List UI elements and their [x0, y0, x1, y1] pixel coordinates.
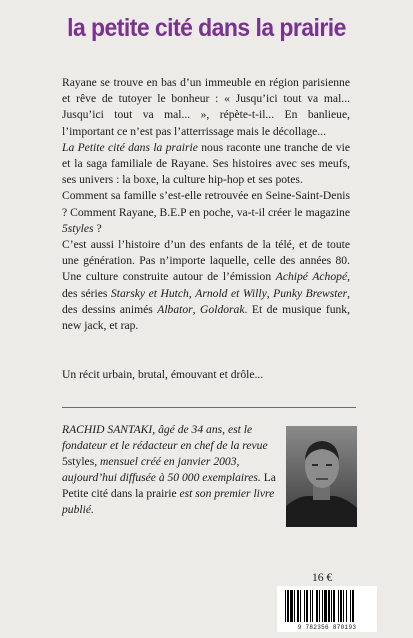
- blurb-separator-2: ,: [266, 286, 274, 300]
- barcode-bar: [300, 590, 301, 622]
- blurb-paragraph-4-text: C’est aussi l’histoire d’un des enfants de la télé, et de toute une génération. Pas n’importe laquelle, celle des années 80. Une culture construite autour de l’émission: [62, 238, 350, 284]
- blurb-book-title: La Petite cité dans la prairie: [62, 140, 198, 154]
- barcode: [277, 586, 377, 632]
- bio-book-title: La Petite cité dans la prairie: [62, 471, 276, 500]
- blurb-tv-show: Achipé Achopé: [275, 270, 348, 284]
- tagline: Un récit urbain, brutal, émouvant et drôle...: [62, 368, 264, 381]
- price: 16 €: [312, 571, 333, 584]
- barcode-bar: [322, 590, 323, 622]
- blurb-text-series: , des séries: [62, 270, 350, 300]
- barcode-bar: [352, 590, 354, 622]
- author-portrait-image: [286, 426, 357, 527]
- barcode-bar: [324, 590, 327, 622]
- bio-text-2: , mensuel créé en janvier 2003, aujourd’hui diffusée à 50 000 exemplaires.: [62, 455, 261, 484]
- barcode-bar: [310, 590, 311, 622]
- barcode-bar: [290, 590, 293, 622]
- barcode-bar: [297, 590, 299, 622]
- blurb-paragraph-1: Rayane se trouve en bas d’un immeuble en région parisienne et rêve de tutoyer le bonheur : « Jusqu’ici tout va mal... Jusqu’ici tout va mal... », répète-t-il... En banlieue, l’important ce n’est pas l’atterrissage mais le décollage...: [62, 76, 350, 138]
- bio-text-1: , âgé de 34 ans, est le fondateur et le rédacteur en chef de la revue: [62, 423, 268, 452]
- blurb-series-1: Starsky et Hutch: [110, 286, 189, 300]
- barcode-bar: [338, 590, 339, 622]
- blurb-paragraph-3-text: Comment sa famille s’est-elle retrouvée en Seine-Saint-Denis ? Comment Rayane, B.E.P en poche, va-t-il créer le magazine: [62, 189, 350, 219]
- barcode-bar: [287, 590, 289, 622]
- blurb-paragraph-3: [62, 188, 350, 237]
- blurb-text-cartoons: , des dessins animés: [62, 286, 351, 316]
- barcode-bar: [340, 590, 342, 622]
- barcode-bar: [316, 590, 318, 622]
- book-title: la petite cité dans la prairie: [67, 14, 346, 42]
- barcode-bars: [277, 586, 377, 624]
- author-photo: [286, 426, 357, 527]
- blurb-paragraph-4: [62, 237, 350, 334]
- barcode-bar: [333, 590, 335, 622]
- blurb-cartoon-1: Albator: [157, 302, 193, 316]
- barcode-bar: [306, 590, 308, 622]
- barcode-bar: [346, 590, 347, 622]
- author-bio: [62, 422, 282, 518]
- barcode-bar: [312, 590, 313, 622]
- barcode-bar: [331, 590, 332, 622]
- barcode-bar: [294, 590, 295, 622]
- barcode-bar: [319, 590, 320, 622]
- barcode-bar: [350, 590, 351, 622]
- blurb-series-3: Punky Brewster: [273, 286, 348, 300]
- bio-magazine-name: 5styles: [62, 455, 95, 468]
- blurb-paragraph-3-end: ?: [93, 221, 102, 235]
- bio-text-3: est son premier livre publié.: [62, 487, 275, 516]
- blurb-separator-3: ,: [192, 302, 201, 316]
- divider: [62, 407, 356, 408]
- blurb-magazine-name: 5styles: [62, 221, 94, 235]
- back-cover-blurb: [62, 75, 350, 334]
- barcode-bar: [328, 590, 330, 622]
- barcode-bar: [304, 590, 305, 622]
- blurb-paragraph-2: [62, 140, 350, 189]
- author-name: RACHID SANTAKI: [62, 423, 153, 436]
- blurb-series-2: Arnold et Willy: [195, 286, 267, 300]
- barcode-bar: [285, 590, 286, 622]
- blurb-separator-1: ,: [188, 286, 196, 300]
- barcode-bar: [343, 590, 344, 622]
- isbn-number: 9 782356 870193: [297, 624, 357, 631]
- blurb-cartoon-2: Goldorak: [200, 302, 245, 316]
- blurb-paragraph-4-end: . Et de musique funk, new jack, et rap.: [62, 302, 350, 333]
- blurb-paragraph-2-text: nous raconte une tranche de vie et la saga familiale de Rayane. Ses histoires avec ses meufs, ses univers : la boxe, la culture hip-hop et ses potes.: [62, 140, 350, 187]
